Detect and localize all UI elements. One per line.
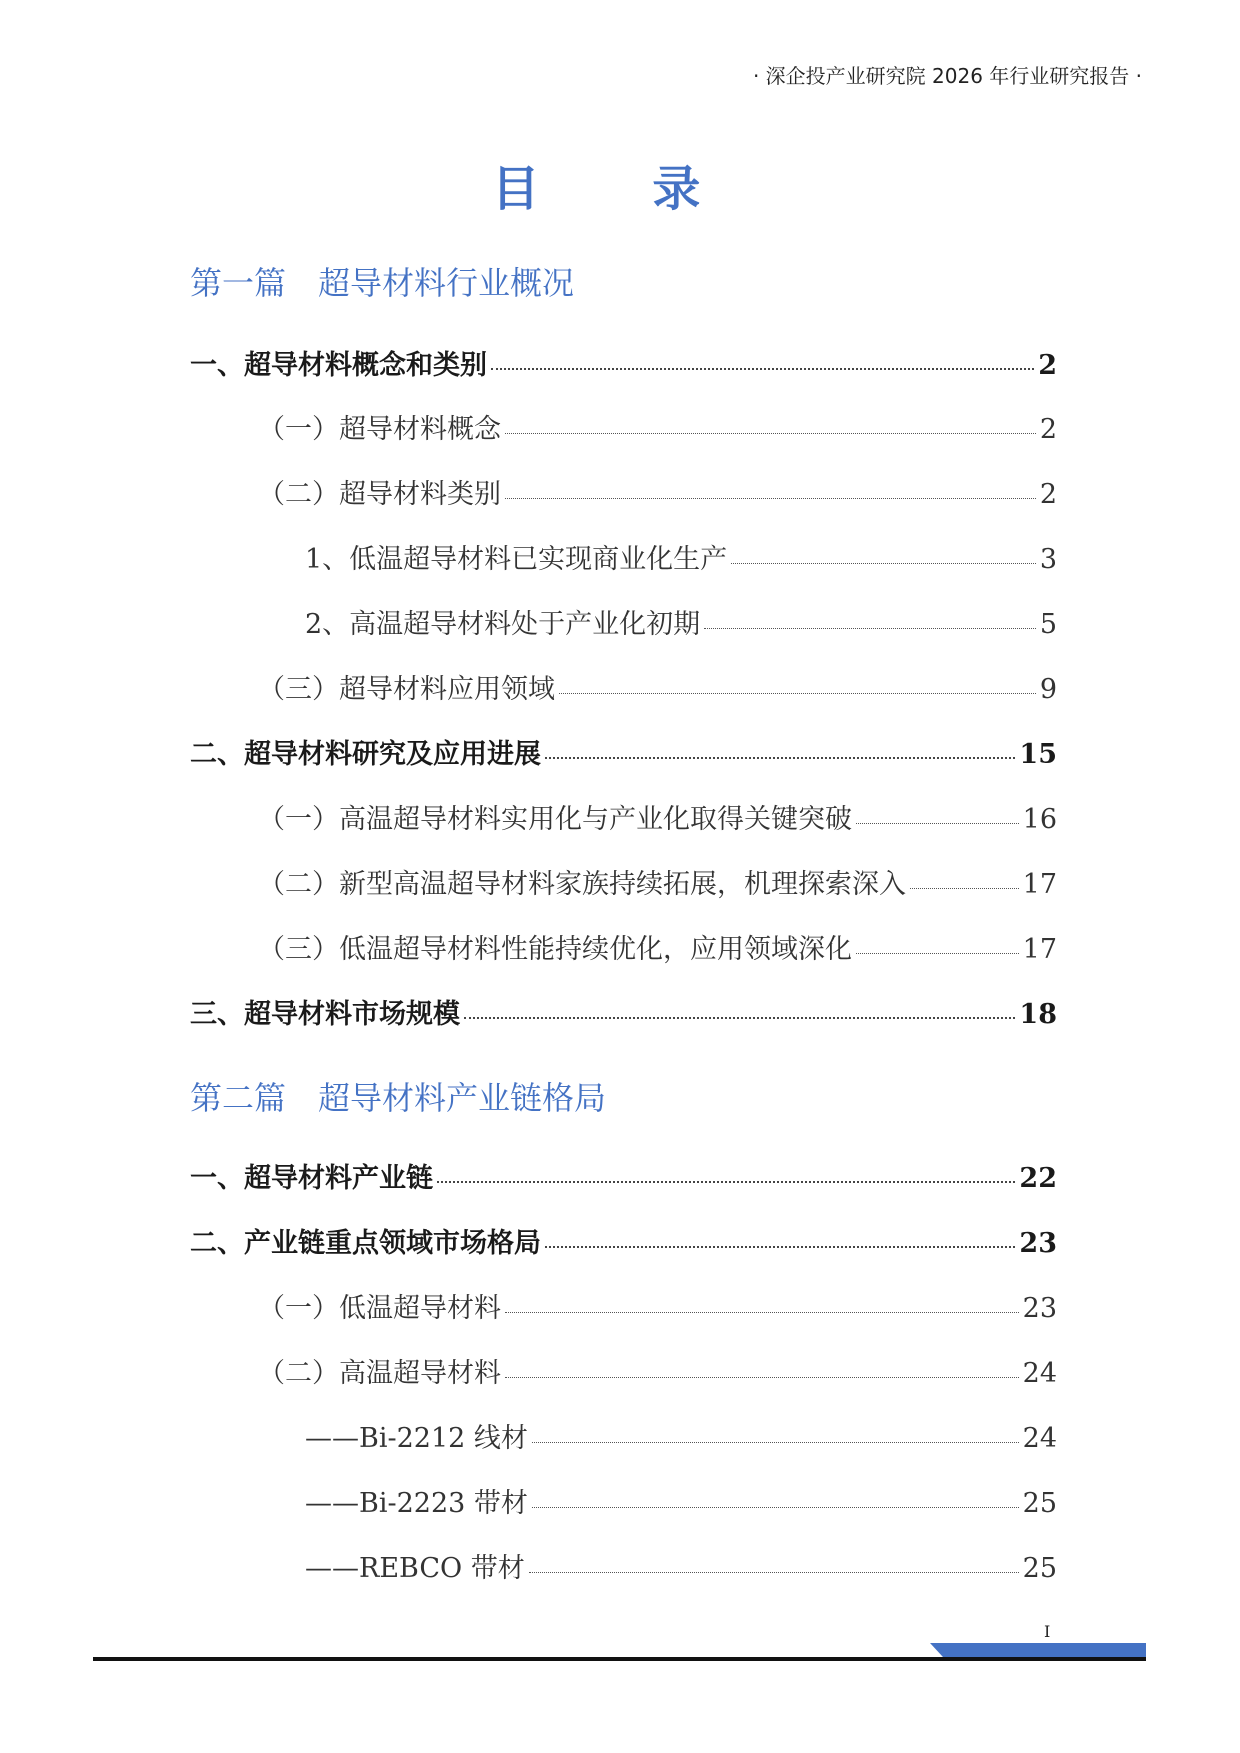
- dot-leader: [545, 757, 1015, 759]
- toc-entry-page: 5: [1039, 609, 1057, 640]
- toc-entry-text: （二）超导材料类别: [258, 479, 501, 510]
- toc-entry-text: 二、产业链重点领域市场格局: [190, 1228, 541, 1259]
- toc-entry-page: 23: [1019, 1228, 1057, 1259]
- toc-entry[interactable]: [305, 1481, 1057, 1520]
- dot-leader: [437, 1181, 1015, 1183]
- toc-entry[interactable]: [190, 732, 1057, 771]
- page-header: · 深企投产业研究院 2026 年行业研究报告 ·: [752, 64, 1142, 88]
- toc-entry-page: 16: [1022, 804, 1057, 835]
- toc-entry-text: ——Bi-2212 线材: [305, 1423, 528, 1454]
- toc-entry-text: 一、超导材料产业链: [190, 1163, 433, 1194]
- dot-leader: [856, 823, 1019, 824]
- dot-leader: [505, 1312, 1019, 1313]
- dot-leader: [491, 368, 1034, 370]
- toc-entry-page: 24: [1022, 1358, 1057, 1389]
- dot-leader: [505, 433, 1036, 434]
- toc-entry-text: 二、超导材料研究及应用进展: [190, 739, 541, 770]
- toc-entry-text: （三）低温超导材料性能持续优化，应用领域深化: [258, 934, 852, 965]
- toc-entry-text: 1、低温超导材料已实现商业化生产: [305, 544, 728, 575]
- toc-entry-page: 25: [1022, 1553, 1057, 1584]
- dot-leader: [731, 563, 1036, 564]
- dot-leader: [559, 693, 1036, 694]
- toc-entry-text: （一）超导材料概念: [258, 414, 501, 445]
- toc-entry-page: 23: [1022, 1293, 1057, 1324]
- dot-leader: [505, 498, 1036, 499]
- toc-entry[interactable]: [305, 1416, 1057, 1455]
- toc-entry[interactable]: [190, 1156, 1057, 1195]
- toc-entry-text: ——REBCO 带材: [305, 1553, 525, 1584]
- toc-entry[interactable]: [258, 927, 1057, 966]
- toc-entry-text: （一）低温超导材料: [258, 1293, 501, 1324]
- toc-entry-page: 24: [1022, 1423, 1057, 1454]
- toc-entry-page: 3: [1039, 544, 1057, 575]
- toc-entry[interactable]: [258, 472, 1057, 511]
- footer-accent-bar: [930, 1643, 1146, 1657]
- dot-leader: [856, 953, 1019, 954]
- toc-entry[interactable]: [190, 1221, 1057, 1260]
- toc-entry[interactable]: [258, 1351, 1057, 1390]
- toc-entry-page: 17: [1022, 934, 1057, 965]
- dot-leader: [505, 1377, 1019, 1378]
- toc-entry[interactable]: [305, 602, 1057, 641]
- toc-entry[interactable]: [305, 537, 1057, 576]
- dot-leader: [910, 888, 1019, 889]
- dot-leader: [464, 1017, 1015, 1019]
- toc-entry-page: 17: [1022, 869, 1057, 900]
- toc-entry-text: （一）高温超导材料实用化与产业化取得关键突破: [258, 804, 852, 835]
- toc-entry-text: 三、超导材料市场规模: [190, 999, 460, 1030]
- dot-leader: [529, 1572, 1019, 1573]
- toc-entry-page: 9: [1039, 674, 1057, 705]
- toc-entry-page: 25: [1022, 1488, 1057, 1519]
- toc-entry-page: 22: [1019, 1163, 1057, 1194]
- toc-entry-page: 2: [1038, 350, 1057, 381]
- toc-entry-text: （二）新型高温超导材料家族持续拓展，机理探索深入: [258, 869, 906, 900]
- dot-leader: [532, 1442, 1019, 1443]
- section-heading-1: 第一篇 超导材料行业概况: [190, 264, 575, 302]
- footer-rule: [93, 1657, 1146, 1661]
- toc-entry-page: 2: [1039, 479, 1057, 510]
- toc-entry[interactable]: [258, 407, 1057, 446]
- toc-entry-text: （三）超导材料应用领域: [258, 674, 555, 705]
- toc-entry[interactable]: [190, 992, 1057, 1031]
- toc-entry[interactable]: [258, 797, 1057, 836]
- toc-entry[interactable]: [258, 667, 1057, 706]
- toc-entry[interactable]: [258, 1286, 1057, 1325]
- toc-entry-page: 15: [1019, 739, 1057, 770]
- toc-title: 目 录: [491, 161, 749, 217]
- dot-leader: [545, 1246, 1015, 1248]
- toc-entry-text: 一、超导材料概念和类别: [190, 350, 487, 381]
- toc-entry[interactable]: [258, 862, 1057, 901]
- section-heading-2: 第二篇 超导材料产业链格局: [190, 1079, 607, 1117]
- page-number: I: [1044, 1622, 1051, 1641]
- toc-entry-text: ——Bi-2223 带材: [305, 1488, 528, 1519]
- toc-entry-page: 2: [1039, 414, 1057, 445]
- dot-leader: [704, 628, 1036, 629]
- toc-entry-text: （二）高温超导材料: [258, 1358, 501, 1389]
- toc-entry[interactable]: [305, 1546, 1057, 1585]
- toc-entry[interactable]: [190, 343, 1057, 382]
- dot-leader: [532, 1507, 1019, 1508]
- toc-entry-page: 18: [1019, 999, 1057, 1030]
- toc-entry-text: 2、高温超导材料处于产业化初期: [305, 609, 701, 640]
